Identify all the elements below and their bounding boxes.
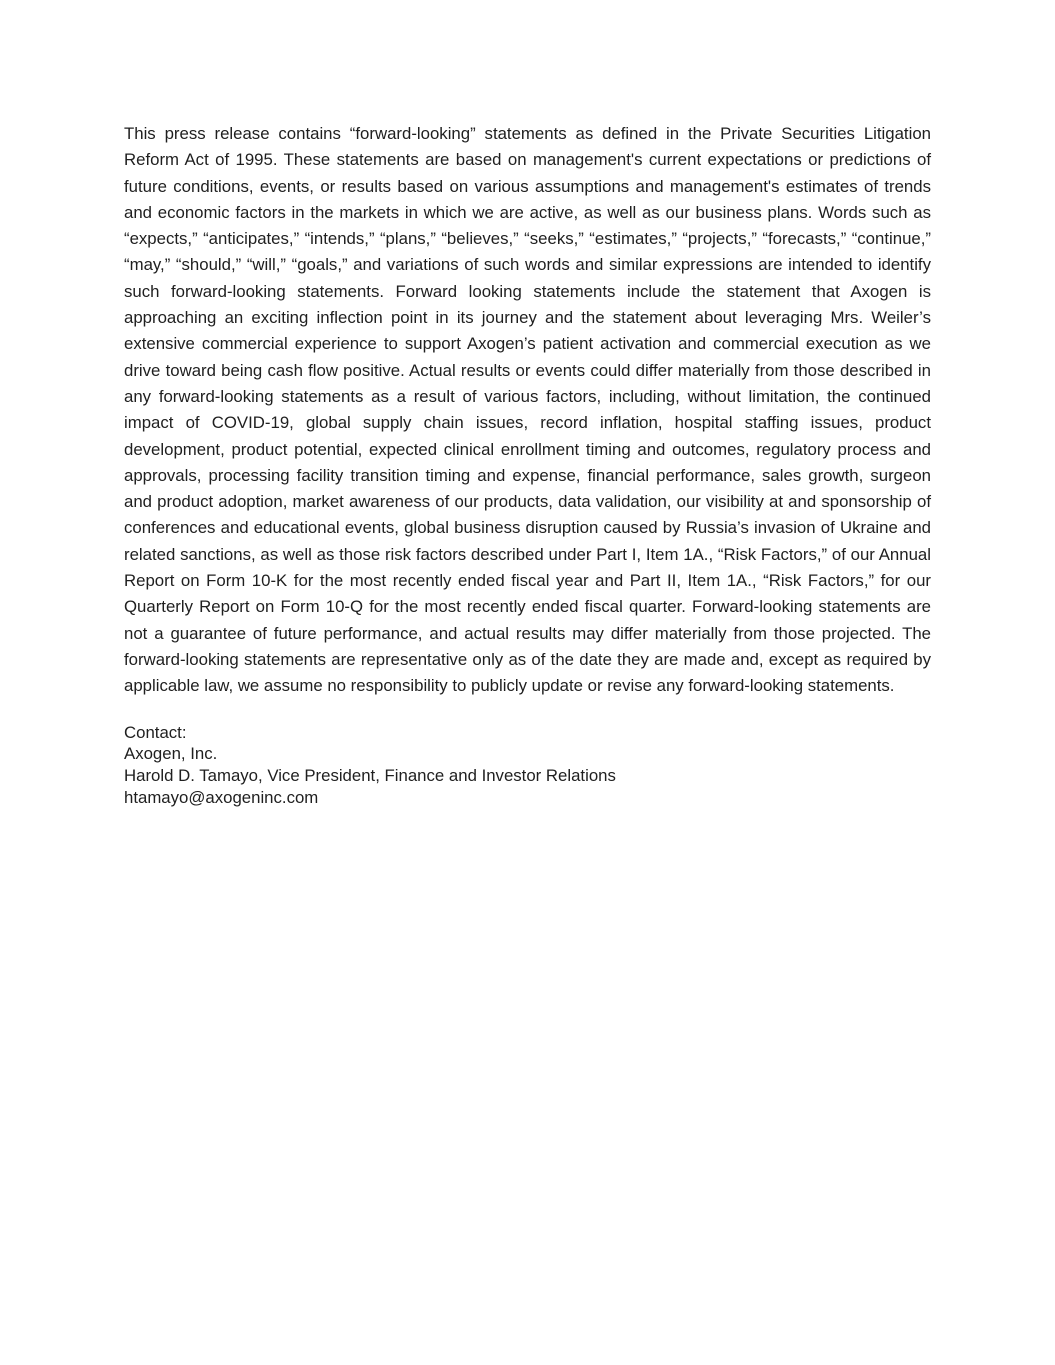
contact-label: Contact: xyxy=(124,722,187,742)
contact-person: Harold D. Tamayo, Vice President, Finance and Investor Relations xyxy=(124,765,616,785)
contact-section xyxy=(124,722,931,809)
contact-company: Axogen, Inc. xyxy=(124,744,218,764)
forward-looking-statements-paragraph: This press release contains “forward-looking” statements as defined in the Private Securities Litigation Reform Act of 1995. These statements are based on management's current expectations or predictions of future conditions, events, or results based on various assumptions and management's estimates of trends and economic factors in the markets in which we are active, as well as our business plans. Words such as “expects,” “anticipates,” “intends,” “plans,” “believes,” “seeks,” “estimates,” “projects,” “forecasts,” “continue,” “may,” “should,” “will,” “goals,” and variations of such words and similar expressions are intended to identify such forward-looking statements. Forward looking statements include the statement that Axogen is approaching an exciting inflection point in its journey and the statement about leveraging Mrs. Weiler’s extensive commercial experience to support Axogen’s patient activation and commercial execution as we drive toward being cash flow positive. Actual results or events could differ materially from those described in any forward-looking statements as a result of various factors, including, without limitation, the continued impact of COVID-19, global supply chain issues, record inflation, hospital staffing issues, product development, product potential, expected clinical enrollment timing and outcomes, regulatory process and approvals, processing facility transition timing and expense, financial performance, sales growth, surgeon and product adoption, market awareness of our products, data validation, our visibility at and sponsorship of conferences and educational events, global business disruption caused by Russia’s invasion of Ukraine and related sanctions, as well as those risk factors described under Part I, Item 1A., “Risk Factors,” of our Annual Report on Form 10-K for the most recently ended fiscal year and Part II, Item 1A., “Risk Factors,” for our Quarterly Report on Form 10-Q for the most recently ended fiscal quarter. Forward-looking statements are not a guarantee of future performance, and actual results may differ materially from those projected. The forward-looking statements are representative only as of the date they are made and, except as required by applicable law, we assume no responsibility to publicly update or revise any forward-looking statements. xyxy=(124,124,931,696)
page-content xyxy=(124,121,931,808)
contact-email: htamayo@axogeninc.com xyxy=(124,787,319,807)
